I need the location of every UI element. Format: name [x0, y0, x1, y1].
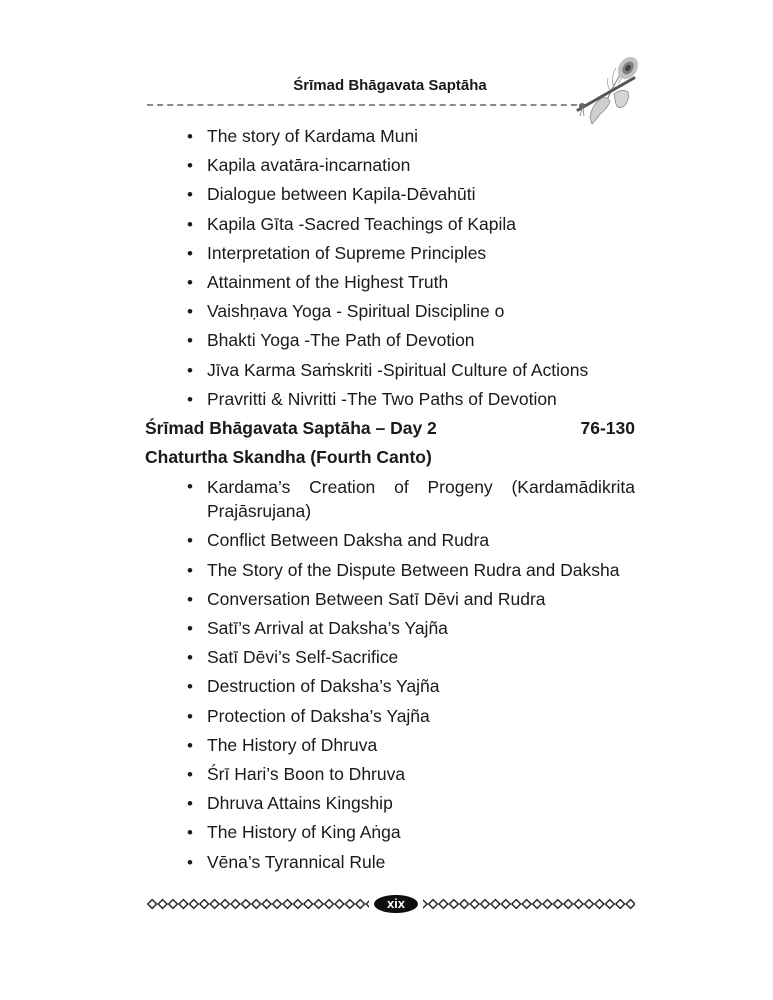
toc-list-item: • The Story of the Dispute Between Rudra and Daksha — [145, 556, 635, 585]
page-footer — [147, 893, 635, 915]
section-title: Śrīmad Bhāgavata Saptāha – Day 2 — [145, 418, 437, 439]
toc-list-item: • Satī’s Arrival at Daksha’s Yajña — [145, 614, 635, 643]
section-subtitle: Chaturtha Skandha (Fourth Canto) — [145, 447, 432, 468]
toc-list-item: • Śrī Hari’s Boon to Dhruva — [145, 760, 635, 789]
toc-list-item: • The History of Dhruva — [145, 731, 635, 760]
bullet-icon: • — [187, 185, 193, 205]
toc-list-item: • The History of King Aṅga — [145, 818, 635, 847]
bullet-icon: • — [187, 794, 193, 814]
bullet-icon: • — [187, 531, 193, 551]
bullet-icon: • — [187, 477, 193, 497]
bullet-icon: • — [187, 127, 193, 146]
toc-list-item: • Kapila avatāra-incarnation — [145, 151, 635, 180]
bullet-icon: • — [187, 823, 193, 843]
toc-list-item: • Protection of Daksha’s Yajña — [145, 702, 635, 731]
header-dashed-rule — [147, 104, 587, 106]
toc-list-item-wrapped — [145, 472, 635, 526]
toc-list-item: • Dhruva Attains Kingship — [145, 789, 635, 818]
bullet-icon: • — [187, 589, 193, 609]
bullet-icon: • — [187, 852, 193, 872]
toc-list-item: • Conflict Between Daksha and Rudra — [145, 526, 635, 555]
toc-content — [145, 122, 635, 877]
toc-list-item: • The story of Kardama Muni — [145, 122, 635, 151]
toc-item-line-1: Kardama’s Creation of Progeny (Kardamādikrita — [207, 477, 635, 498]
toc-list-item: • Attainment of the Highest Truth — [145, 268, 635, 297]
bullet-icon: • — [187, 214, 193, 234]
section-page-range: 76-130 — [580, 418, 635, 439]
flute-peacock-feather-icon — [570, 48, 642, 128]
bullet-icon: • — [187, 156, 193, 176]
bullet-icon: • — [187, 389, 193, 409]
running-header-title: Śrīmad Bhāgavata Saptāha — [293, 77, 487, 94]
toc-list-item: • Vaishṇava Yoga - Spiritual Discipline o — [145, 297, 635, 326]
topic-list-bottom — [145, 472, 635, 876]
toc-list-item: • Destruction of Daksha’s Yajña — [145, 672, 635, 701]
bullet-icon: • — [187, 706, 193, 726]
bullet-icon: • — [187, 331, 193, 351]
bullet-icon: • — [187, 648, 193, 668]
toc-list-item: • Dialogue between Kapila-Dēvahūti — [145, 180, 635, 209]
topic-list-top — [145, 122, 635, 414]
toc-list-item: • Interpretation of Supreme Principles — [145, 239, 635, 268]
bullet-icon: • — [187, 619, 193, 639]
toc-item-line-2: Prajāsrujana) — [207, 501, 312, 522]
page-number-badge: xix — [374, 895, 418, 913]
toc-list-item: • Conversation Between Satī Dēvi and Rudra — [145, 585, 635, 614]
toc-list-item: • Kapila Gīta -Sacred Teachings of Kapila — [145, 210, 635, 239]
bullet-icon: • — [187, 765, 193, 785]
toc-list-item: • Vēna’s Tyrannical Rule — [145, 848, 635, 877]
bullet-icon: • — [187, 360, 193, 380]
bullet-icon: • — [187, 735, 193, 755]
bullet-icon: • — [187, 273, 193, 293]
section-subheading-row — [145, 443, 635, 472]
bullet-icon: • — [187, 677, 193, 697]
bullet-icon: • — [187, 243, 193, 263]
toc-list-item: • Satī Dēvi’s Self-Sacrifice — [145, 643, 635, 672]
toc-list-item: • Jīva Karma Saṁskriti -Spiritual Culture of Actions — [145, 356, 635, 385]
toc-list-item: • Pravritti & Nivritti -The Two Paths of Devotion — [145, 385, 635, 414]
toc-list-item: • Bhakti Yoga -The Path of Devotion — [145, 326, 635, 355]
bullet-icon: • — [187, 560, 193, 580]
section-heading-row — [145, 414, 635, 443]
bullet-icon: • — [187, 302, 193, 322]
